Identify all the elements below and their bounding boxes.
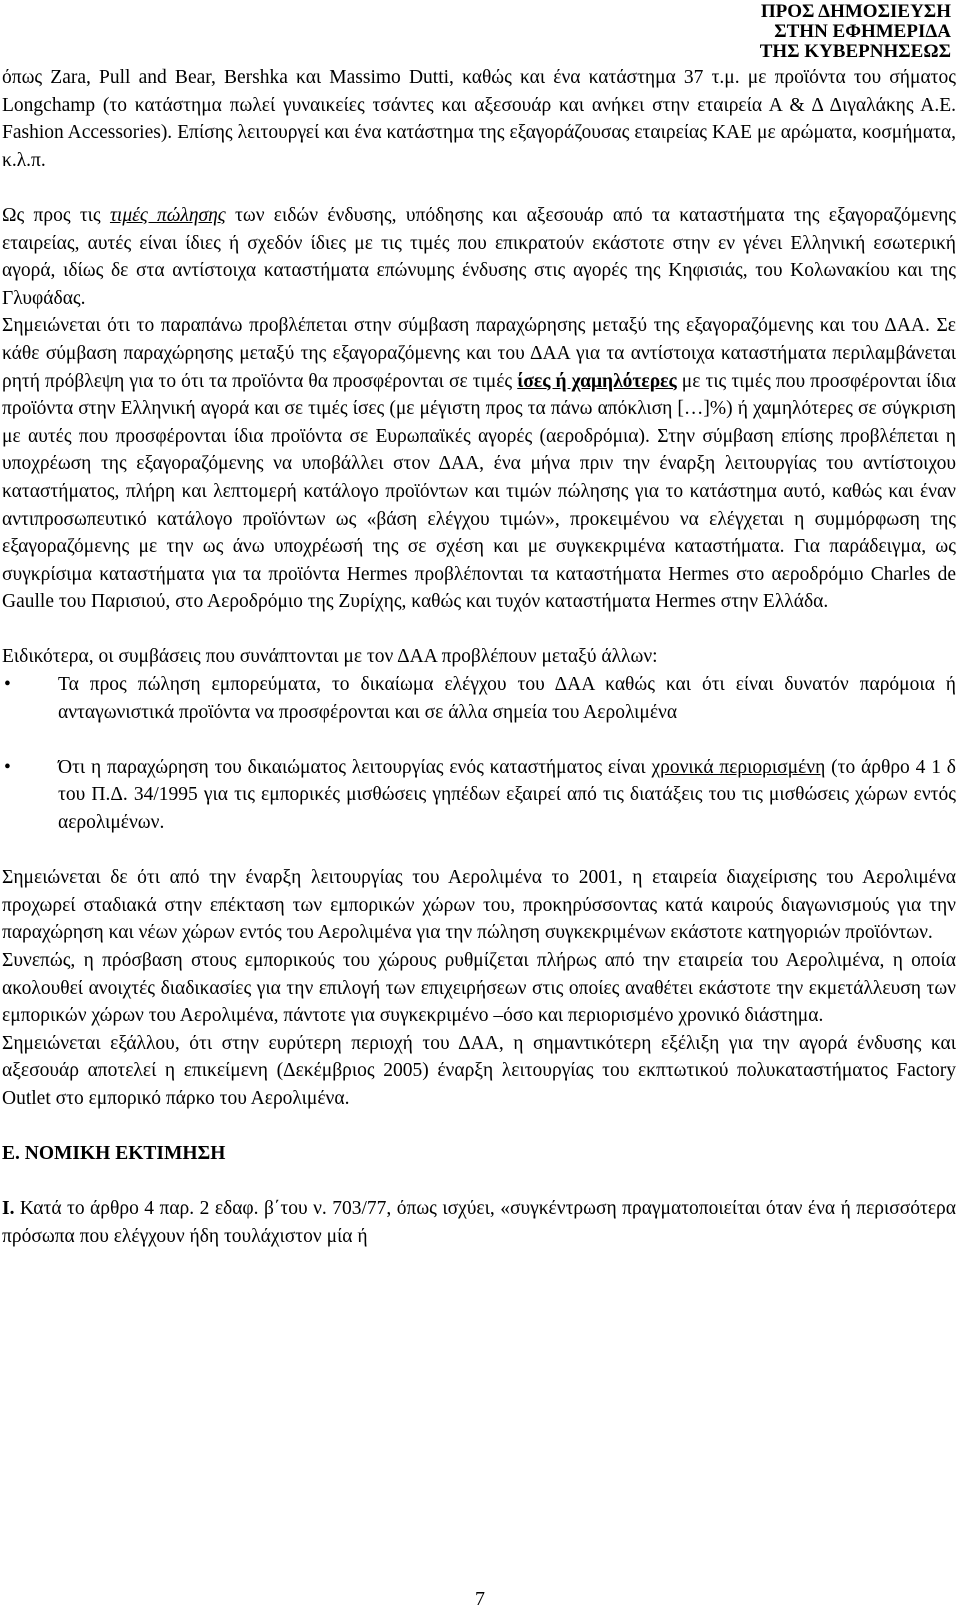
section-heading: Ε. ΝΟΜΙΚΗ ΕΚΤΙΜΗΣΗ [2,1143,226,1165]
paragraph-spacer [2,1168,956,1196]
paragraph-factory-outlet: Σημειώνεται εξάλλου, ότι στην ευρύτερη περιοχή του ΔΑΑ, η σημαντικότερη εξέλιξη για την αγορά ένδυσης και αξεσουάρ αποτελεί η επικείμενη (Δεκέμβριος 2005) έναρξη λειτουργίας του εκπτωτικού πολυκαταστήματος Factory Outlet στο εμπορικό πάρκο του Αερολιμένα. [2,1032,956,1109]
paragraph-airport-expansion: Σημειώνεται δε ότι από την έναρξη λειτουργίας του Αερολιμένα το 2001, η εταιρεία διαχείρισης του Αερολιμένα προχωρεί σταδιακά στην επέκταση των εμπορικών χώρων του, προκηρύσσοντας κατά καιρούς διαγωνισμούς για την παραχώρηση και νέων χώρων εντός του Αερολιμένα για την πώληση συγκεκριμένων εκάστοτε κατηγοριών προϊόντων. [2,867,956,944]
paragraph-access-regulation: Συνεπώς, η πρόσβαση στους εμπορικούς του χώρους ρυθμίζεται πλήρως από την εταιρεία του Αερολιμένα, η οποία ακολουθεί ανοιχτές διαδικασίες για την επιλογή των επιχειρήσεων στις οποίες αναθέτει εκάστοτε την εκμετάλλευση των εμπορικών χώρων του Αερολιμένα, πάντοτε για συγκεκριμένο –όσο και περιορισμένο χρονικό διάστημα. [2,950,956,1027]
paragraph-label: Ι. [2,1198,15,1220]
document-body [2,64,956,1251]
time-limited-emphasis: χρονικά περιορισμένη [651,756,826,778]
list-item-text-lead: Ότι η παραχώρηση του δικαιώματος λειτουργίας ενός καταστήματος είναι [58,756,652,778]
paragraph-contracts-intro: Ειδικότερα, οι συμβάσεις που συνάπτονται με τον ΔΑΑ προβλέπουν μεταξύ άλλων: [2,646,658,668]
paragraph-spacer [2,1113,956,1141]
equal-or-lower-emphasis: ίσες ή χαμηλότερες [517,370,677,392]
bullet-icon: • [4,756,11,778]
paragraph-concession-lead: Σημειώνεται ότι το παραπάνω προβλέπεται στην σύμβαση παραχώρησης μεταξύ της εξαγοραζόμενης και του ΔΑΑ. Σε κάθε σύμβαση παραχώρησης μεταξύ της εξαγοραζόμενης και του ΔΑΑ για τα αντίστοιχα καταστήματα περιλαμβάνεται ρητή πρόβλεψη για το ότι τα προϊόντα θα προσφέρονται σε τιμές [2,315,956,392]
list-item-text: Τα προς πώληση εμπορεύματα, το δικαίωμα ελέγχου του ΔΑΑ καθώς και ότι είναι δυνατόν παρόμοια ή ανταγωνιστικά προϊόντα να προσφέρονται και σε άλλα σημεία του Αερολιμένα [58,674,956,723]
list-item [2,754,956,837]
paragraph-prices-rest: των ειδών ένδυσης, υπόδησης και αξεσουάρ από τα καταστήματα της εξαγοραζόμενης εταιρείας, αυτές είναι ίδιες ή σχεδόν ίδιες με τις τιμές που επικρατούν εκάστοτε στην εν γένει Ελληνική εσωτερική αγορά, ιδίως δε στα αντίστοιχα καταστήματα επώνυμης ένδυσης στις αγορές της Κηφισιάς, του Κολωνακίου και της Γλυφάδας. [2,204,956,309]
paragraph-spacer [2,837,956,865]
paragraph-prices [2,202,956,312]
paragraph-concession-rest: με τις τιμές που προσφέρονται ίδια προϊόντα στην Ελληνική αγορά και σε τιμές ίσες (με μέγιστη προς τα πάνω απόκλιση […]%) ή χαμηλότερες σε σύγκριση με αυτές που προσφέρονται ίδια προϊόντα σε Ευρωπαϊκές αγορές (αεροδρόμια). Στην σύμβαση επίσης προβλέπεται η υποχρέωση της εξαγοραζόμενης να υποβάλλει στον ΔΑΑ, ένα μήνα πριν την έναρξη λειτουργίας του αντίστοιχου καταστήματος, πλήρη και λεπτομερή κατάλογο προϊόντων και τιμών πώλησης για το κατάστημα αυτό, καθώς και έναν αντιπροσωπευτικό κατάλογο προϊόντων ως «βάση ελέγχου τιμών», προκειμένου να ελέγχεται η συμμόρφωση της εξαγοραζόμενης με την ως άνω υποχρέωσή της σε σχέση και με συγκεκριμένα καταστήματα. Για παράδειγμα, ως συγκρίσιμα καταστήματα για τα προϊόντα Hermes προβλέπονται τα καταστήματα Hermes στο αεροδρόμιο Charles de Gaulle του Παρισιού, στο Αεροδρόμιο της Ζυρίχης, καθώς και τυχόν καταστήματα Hermes στην Ελλάδα. [2,370,956,613]
paragraph-spacer [2,616,956,644]
paragraph-concession-contract [2,312,956,616]
contract-provisions-list [2,671,956,837]
list-item-text-rest: (το άρθρο 4 1 δ του Π.Δ. 34/1995 για τις εμπορικές μισθώσεις γηπέδων εξαιρεί από τις διατάξεις του τις μισθώσεις χώρων εντός αερολιμένων. [58,756,956,834]
header-line-1: ΠΡΟΣ ΔΗΜΟΣΙΕΥΣΗ [760,1,951,22]
publication-header [760,2,951,62]
page-number: 7 [475,1588,485,1610]
bullet-icon: • [4,674,11,696]
selling-prices-emphasis: τιμές πώλησης [109,204,226,226]
header-line-3: ΤΗΣ ΚΥΒΕΡΝΗΣΕΩΣ [759,41,951,62]
header-line-2: ΣΤΗΝ ΕΦΗΜΕΡΙΔΑ [774,21,951,42]
paragraph-legal-assessment [2,1195,956,1250]
paragraph-legal-text: Κατά το άρθρο 4 παρ. 2 εδαφ. β΄του ν. 703/77, όπως ισχύει, «συγκέντρωση πραγματοποιείται όταν ένα ή περισσότερα πρόσωπα που ελέγχουν ήδη τουλάχιστον μία ή [2,1198,956,1247]
list-item [2,671,956,726]
list-spacer [2,726,956,754]
paragraph-prices-lead: Ως προς τις [2,204,110,226]
paragraph-spacer [2,174,956,202]
paragraph-stores: όπως Zara, Pull and Bear, Bershka και Massimo Dutti, καθώς και ένα κατάστημα 37 τ.μ. με προϊόντα του σήματος Longchamp (το κατάστημα πωλεί γυναικείες τσάντες και αξεσουάρ και ανήκει στην εταιρεία Α & Δ Διγαλάκης Α.Ε. Fashion Accessories). Επίσης λειτουργεί και ένα κατάστημα της εξαγοράζουσας εταιρείας ΚΑΕ με αρώματα, κοσμήματα, κ.λ.π. [2,67,956,171]
